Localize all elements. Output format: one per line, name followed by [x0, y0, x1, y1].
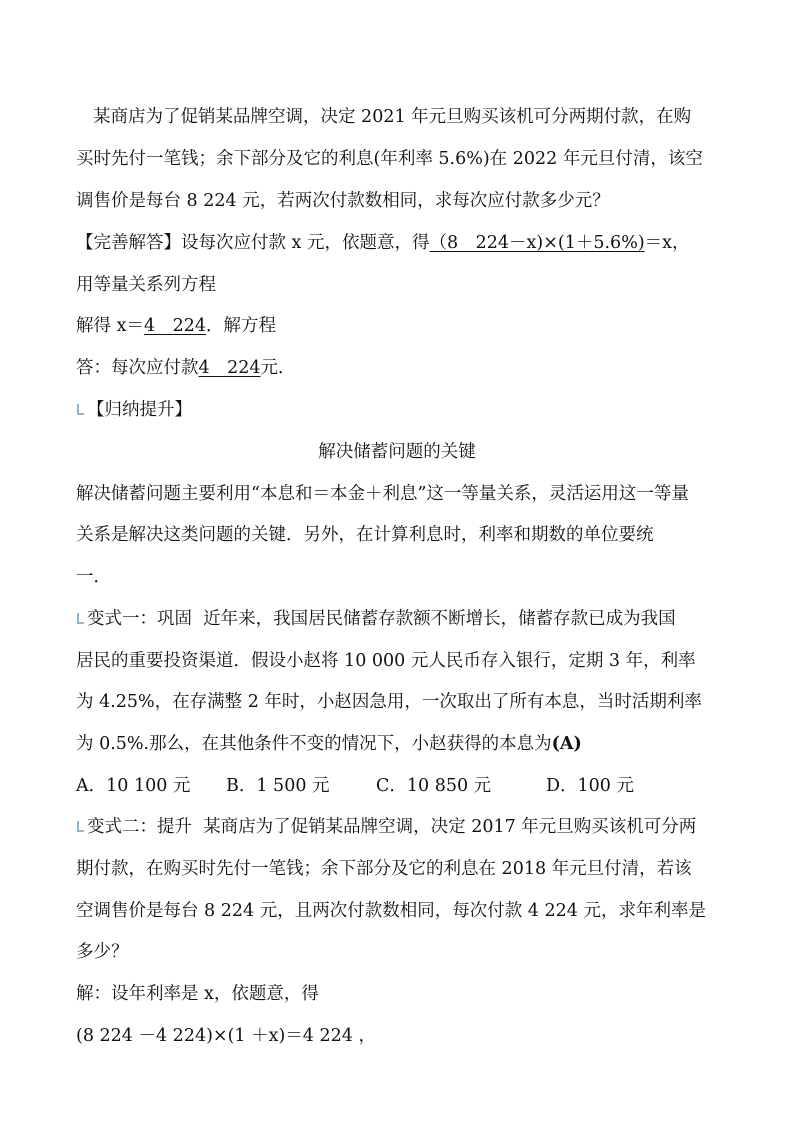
solve-line — [76, 313, 726, 339]
solve-suffix: ．解方程 — [205, 316, 276, 336]
variant1-line-4 — [76, 731, 726, 757]
problem-line-1: 某商店为了促销某品牌空调，决定 2021 年元旦购买该机可分两期付款，在购 — [93, 107, 692, 127]
problem-line-2: 买时先付一笔钱；余下部分及它的利息(年利率 5.6%)在 2022 年元旦付清，该空 — [76, 149, 703, 169]
variant2-line-2: 期付款，在购买时先付一笔钱；余下部分及它的利息在 2018 年元旦付清，若该 — [76, 859, 692, 879]
bookmark-icon — [76, 821, 85, 833]
variant1-text-1: 近年来，我国居民储蓄存款额不断增长，储蓄存款已成为我国 — [203, 609, 676, 629]
solve-prefix: 解得 x＝ — [76, 316, 144, 336]
solve-blank: 4 224 — [143, 316, 206, 336]
variant1-answer: (A) — [551, 734, 582, 754]
option-c: C．10 850 元 — [376, 776, 492, 796]
answer-prefix: 答：每次应付款 — [76, 358, 199, 378]
equation-end: ＝x， — [644, 233, 690, 253]
solution-label: 【完善解答】 — [76, 233, 181, 253]
variant2-solution-2: (8 224 －4 224)×(1 ＋x)＝4 224 ， — [76, 1026, 376, 1046]
variant2-line-4: 多少？ — [76, 942, 129, 962]
bookmark-icon — [76, 613, 85, 625]
summary-line-1: 解决储蓄问题主要利用“本息和＝本金＋利息”这一等量关系，灵活运用这一等量 — [76, 484, 689, 504]
variant1-options — [76, 773, 726, 799]
variant1-line-2: 居民的重要投资渠道．假设小赵将 10 000 元人民币存入银行，定期 3 年，利率 — [76, 651, 696, 671]
variant1-label: 变式一：巩固 — [87, 609, 192, 629]
option-d: D．100 元 — [546, 776, 634, 796]
summary-title: 解决储蓄问题的关键 — [318, 442, 476, 462]
summary-line-2: 关系是解决这类问题的关键．另外，在计算利息时，利率和期数的单位要统 — [76, 525, 654, 545]
variant2-label: 变式二：提升 — [87, 817, 192, 837]
solution-setup-line — [76, 230, 726, 256]
variant1-line-1 — [76, 606, 726, 632]
option-b: B．1 500 元 — [226, 776, 330, 796]
variant2-line-1 — [76, 814, 726, 840]
answer-line — [76, 355, 726, 381]
option-a: A．10 100 元 — [76, 776, 191, 796]
variant1-text-4: 为 0.5%.那么，在其他条件不变的情况下，小赵获得的本息为 — [76, 734, 552, 754]
summary-heading — [76, 397, 726, 423]
variant2-text-1: 某商店为了促销某品牌空调，决定 2017 年元旦购买该机可分两 — [203, 817, 697, 837]
bookmark-icon — [76, 404, 85, 416]
equation-blank: （8 224－x)×(1＋5.6%) — [429, 233, 645, 253]
summary-line-3: 一． — [76, 567, 111, 587]
solution-setup-text: 设每次应付款 x 元，依题意，得 — [181, 233, 430, 253]
variant1-line-3: 为 4.25%，在存满整 2 年时，小赵因急用，一次取出了所有本息，当时活期利率 — [76, 692, 702, 712]
summary-label: 【归纳提升】 — [87, 400, 192, 420]
solution-method-note: 用等量关系列方程 — [76, 275, 216, 295]
answer-suffix: 元． — [260, 358, 296, 378]
problem-line-3: 调售价是每台 8 224 元，若两次付款数相同，求每次应付款多少元？ — [76, 191, 610, 211]
answer-blank: 4 224 — [198, 358, 261, 378]
variant2-solution-1: 解：设年利率是 x，依题意，得 — [76, 984, 319, 1004]
variant2-line-3: 空调售价是每台 8 224 元，且两次付款数相同，每次付款 4 224 元，求年利率是 — [76, 901, 706, 921]
